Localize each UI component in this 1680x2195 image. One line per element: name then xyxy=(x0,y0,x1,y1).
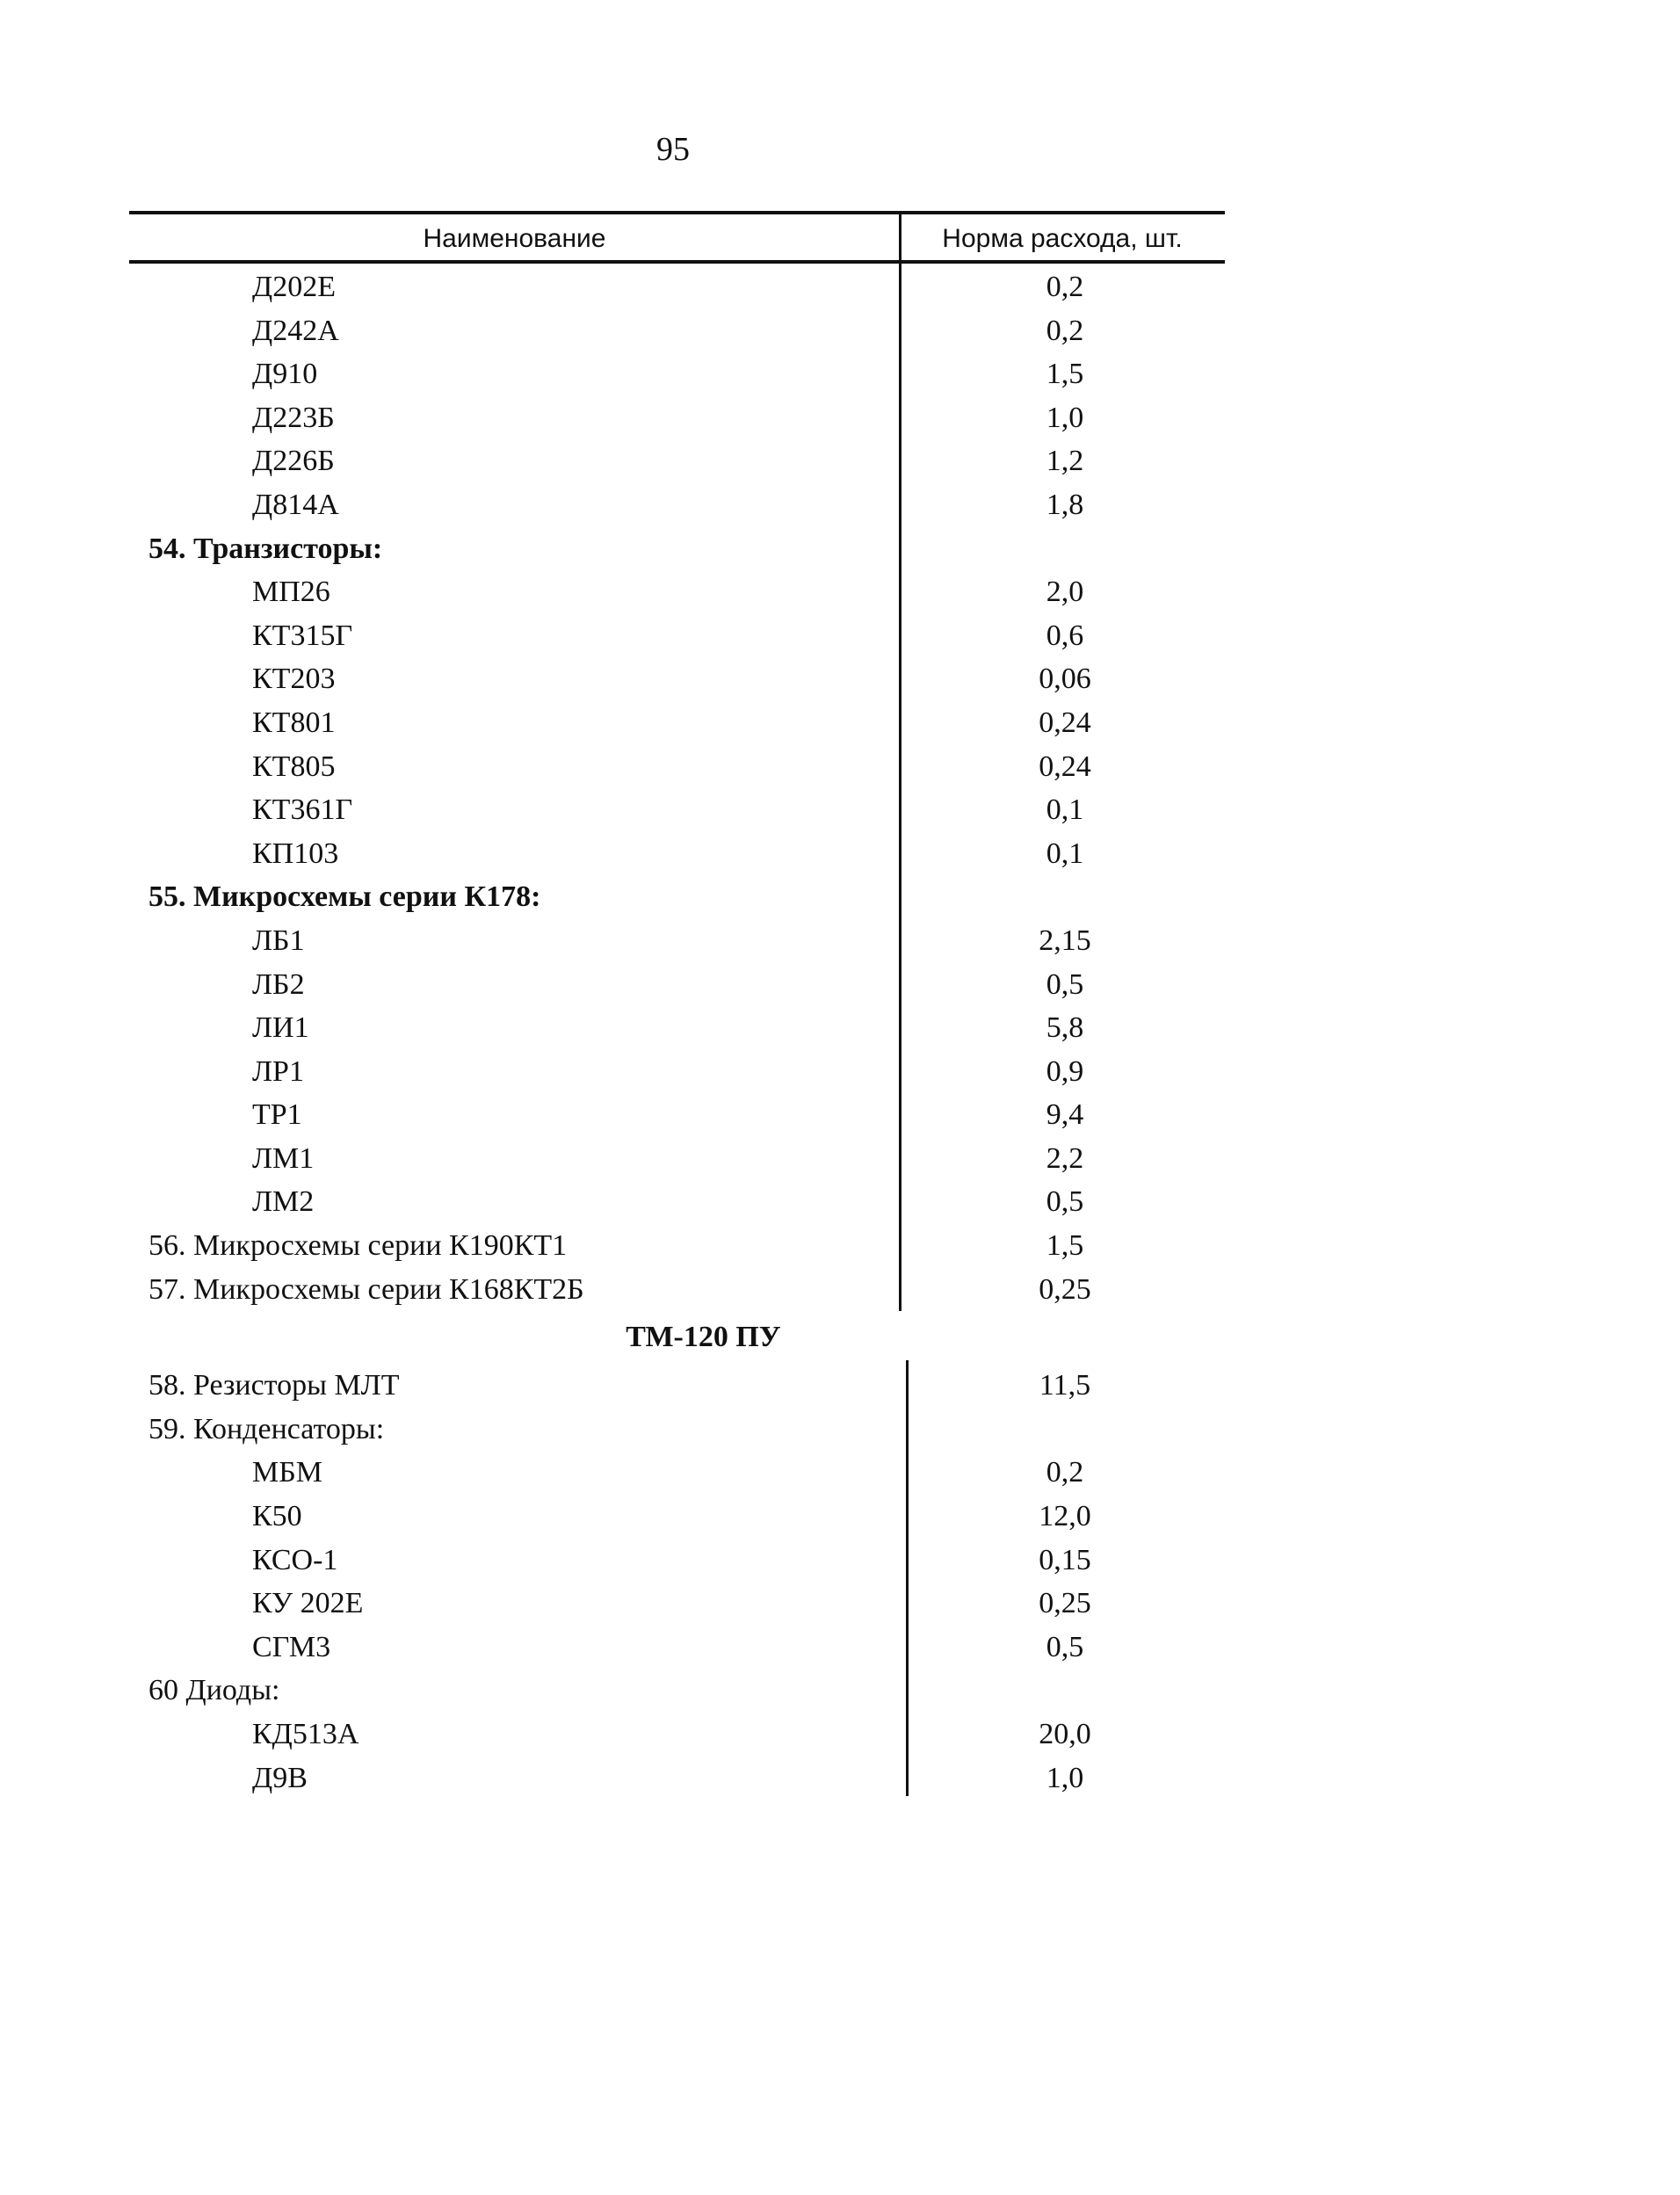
item-name: ЛР1 xyxy=(252,1054,304,1088)
item-name: Д910 xyxy=(252,358,318,391)
item-name: КСО-1 xyxy=(252,1543,338,1576)
item-norm: 2,15 xyxy=(1039,924,1091,957)
item-norm: 1,0 xyxy=(1046,1761,1084,1794)
item-norm: 0,5 xyxy=(1046,967,1084,1001)
item-norm: 0,24 xyxy=(1039,706,1091,739)
table-row xyxy=(129,1224,1225,1268)
item-norm: 2,0 xyxy=(1046,576,1084,609)
table-row xyxy=(129,1539,1225,1583)
table-row xyxy=(129,701,1225,745)
item-name: 55. Микросхемы серии К178: xyxy=(148,880,541,914)
table-row xyxy=(129,875,1225,919)
item-norm: 0,24 xyxy=(1039,750,1091,783)
item-norm: 0,2 xyxy=(1046,1456,1084,1489)
item-norm: 0,9 xyxy=(1046,1054,1084,1088)
table-row xyxy=(129,1093,1225,1137)
item-name: КТ805 xyxy=(252,750,336,783)
table-top-rule xyxy=(129,211,1225,214)
table-row xyxy=(129,1757,1225,1800)
item-norm: 0,1 xyxy=(1046,793,1084,827)
table-row xyxy=(129,1006,1225,1050)
table-row xyxy=(129,483,1225,527)
item-norm: 1,0 xyxy=(1046,401,1084,434)
item-name: СГМ3 xyxy=(252,1630,331,1663)
rows-group-a xyxy=(129,265,1225,1311)
item-name: ЛБ1 xyxy=(252,924,305,957)
item-norm: 0,2 xyxy=(1046,271,1084,303)
table-row xyxy=(129,1180,1225,1224)
item-name: К50 xyxy=(252,1500,302,1533)
column-header-qty: Норма расхода, шт. xyxy=(942,224,1183,253)
item-norm: 0,15 xyxy=(1039,1543,1091,1576)
item-norm: 1,2 xyxy=(1046,445,1084,478)
item-norm: 0,06 xyxy=(1039,663,1091,696)
item-name: 58. Резисторы МЛТ xyxy=(148,1369,400,1402)
table-row xyxy=(129,396,1225,440)
table-row xyxy=(129,1626,1225,1670)
table-row xyxy=(129,1050,1225,1094)
item-norm: 0,5 xyxy=(1046,1630,1084,1663)
item-name: КТ801 xyxy=(252,706,336,739)
item-name: ЛБ2 xyxy=(252,967,305,1001)
item-name: КТ361Г xyxy=(252,793,353,827)
item-norm: 0,25 xyxy=(1039,1587,1091,1620)
table-row xyxy=(129,788,1225,832)
item-norm: 0,5 xyxy=(1046,1185,1084,1219)
table-row xyxy=(129,439,1225,483)
table-row xyxy=(129,1137,1225,1181)
table-row xyxy=(129,919,1225,963)
page-number: 95 xyxy=(656,131,690,168)
item-norm: 1,5 xyxy=(1046,1229,1084,1263)
item-name: 60 Диоды: xyxy=(148,1674,280,1707)
table-row xyxy=(129,614,1225,658)
item-name: ЛИ1 xyxy=(252,1011,309,1045)
table-row xyxy=(129,832,1225,876)
table-row xyxy=(129,745,1225,789)
item-name: ЛМ2 xyxy=(252,1185,315,1219)
item-name: ЛМ1 xyxy=(252,1141,315,1175)
table-row xyxy=(129,265,1225,309)
item-norm: 0,2 xyxy=(1046,314,1084,347)
item-name: Д9В xyxy=(252,1761,308,1794)
table-row xyxy=(129,1495,1225,1539)
table-row xyxy=(129,1408,1225,1452)
table-row xyxy=(129,1451,1225,1495)
table-row xyxy=(129,1713,1225,1757)
item-name: Д226Б xyxy=(252,445,335,478)
item-name: 56. Микросхемы серии К190КТ1 xyxy=(148,1229,568,1263)
table-row xyxy=(129,1268,1225,1312)
item-norm: 11,5 xyxy=(1039,1369,1091,1402)
item-norm: 0,6 xyxy=(1046,619,1084,652)
item-norm: 1,8 xyxy=(1046,488,1084,521)
item-name: КУ 202Е xyxy=(252,1587,364,1620)
table-row xyxy=(129,657,1225,701)
item-name: Д242А xyxy=(252,314,339,347)
item-norm: 12,0 xyxy=(1039,1500,1091,1533)
item-name: МБМ xyxy=(252,1456,322,1489)
table-row xyxy=(129,1582,1225,1626)
table-row xyxy=(129,352,1225,396)
header-bottom-rule xyxy=(129,260,1225,264)
item-name: Д814А xyxy=(252,488,339,521)
table-row xyxy=(129,1364,1225,1408)
item-name: Д202Е xyxy=(252,271,336,303)
item-name: ТР1 xyxy=(252,1098,302,1132)
column-header-name: Наименование xyxy=(423,224,606,253)
table-row xyxy=(129,309,1225,353)
item-norm: 0,1 xyxy=(1046,837,1084,870)
item-norm: 1,5 xyxy=(1046,358,1084,391)
item-norm: 5,8 xyxy=(1046,1011,1084,1045)
item-norm: 20,0 xyxy=(1039,1718,1091,1750)
item-norm: 0,25 xyxy=(1039,1272,1091,1306)
item-name: КД513А xyxy=(252,1718,359,1750)
section-title: ТМ-120 ПУ xyxy=(626,1321,781,1354)
item-name: 54. Транзисторы: xyxy=(148,532,383,565)
norms-table xyxy=(129,265,1225,1800)
item-name: Д223Б xyxy=(252,401,335,434)
item-name: 59. Конденсаторы: xyxy=(148,1412,385,1445)
item-name: КТ315Г xyxy=(252,619,353,652)
table-row xyxy=(129,527,1225,571)
item-norm: 2,2 xyxy=(1046,1141,1084,1175)
item-norm: 9,4 xyxy=(1046,1098,1084,1132)
item-name: 57. Микросхемы серии К168КТ2Б xyxy=(148,1272,584,1306)
rows-group-b xyxy=(129,1364,1225,1800)
item-name: КП103 xyxy=(252,837,339,870)
table-row xyxy=(129,570,1225,614)
item-name: КТ203 xyxy=(252,663,336,696)
item-name: МП26 xyxy=(252,576,330,609)
table-row xyxy=(129,1669,1225,1713)
table-row xyxy=(129,963,1225,1007)
